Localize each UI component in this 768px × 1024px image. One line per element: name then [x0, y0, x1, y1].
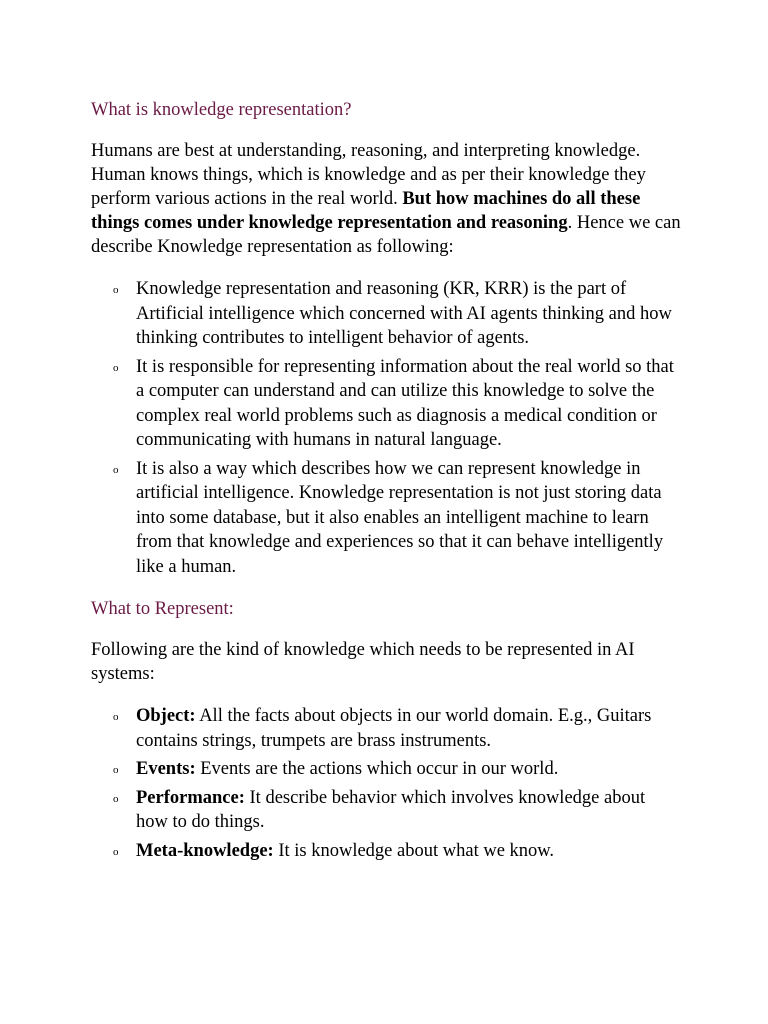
bullet-icon: o	[113, 711, 119, 723]
document-page	[91, 97, 681, 867]
term-label: Events:	[136, 759, 196, 779]
bullet-icon: o	[113, 361, 119, 374]
bullet-icon: o	[113, 845, 119, 858]
list-item	[91, 355, 681, 453]
term-description: Events are the actions which occur in our world.	[195, 759, 559, 779]
bullet-icon: o	[113, 792, 119, 805]
intro-text-part2: . Hence we can describe Knowledge representation as following:	[91, 213, 681, 257]
term-label: Meta-knowledge:	[136, 840, 274, 861]
term-description: It is knowledge about what we know.	[273, 840, 555, 861]
term-label: Object:	[136, 706, 196, 726]
kr-definition-list	[91, 277, 681, 579]
term-label: Performance:	[136, 787, 245, 808]
intro-text-part1: Humans are best at understanding, reasoning, and interpreting knowledge. Human knows things, which is knowledge and as per their knowledge they perform various actions in the real world.	[91, 141, 646, 209]
term-description: All the facts about objects in our world domain. E.g., Guitars contains strings, trumpets are brass instruments.	[136, 706, 652, 751]
intro-text-bold: But how machines do all these things comes under knowledge representation and reasoning	[91, 189, 641, 233]
term-description: It describe behavior which involves knowledge about how to do things.	[136, 787, 646, 832]
bullet-icon: o	[113, 764, 119, 776]
list-item-text: Knowledge representation and reasoning (KR, KRR) is the part of Artificial intelligence which concerned with AI agents thinking and how thinking contributes to intelligent behavior of agents.	[136, 279, 672, 348]
list-item	[91, 839, 681, 864]
list-item	[91, 277, 681, 351]
bullet-icon: o	[113, 284, 119, 296]
bullet-icon: o	[113, 463, 119, 476]
knowledge-kinds-list	[91, 704, 681, 863]
list-item-text: It is responsible for representing information about the real world so that a computer can understand and can utilize this knowledge to solve the complex real world problems such as diagnosis a medical condition or communicating with humans in natural language.	[136, 356, 674, 450]
what-to-represent-intro: Following are the kind of knowledge which needs to be represented in AI systems:	[91, 640, 635, 684]
section-heading-what-to-represent: What to Represent:	[91, 599, 234, 619]
list-item	[91, 757, 681, 782]
list-item	[91, 457, 681, 580]
list-item	[91, 704, 681, 753]
list-item	[91, 786, 681, 835]
list-item-text: It is also a way which describes how we can represent knowledge in artificial intelligence. Knowledge representation is not just storing data into some database, but it also enables an intelligent machine to learn from that knowledge and experiences so that it can behave intelligently like a human.	[136, 458, 664, 577]
intro-paragraph	[91, 139, 681, 259]
section-heading-knowledge-representation: What is knowledge representation?	[91, 100, 352, 120]
